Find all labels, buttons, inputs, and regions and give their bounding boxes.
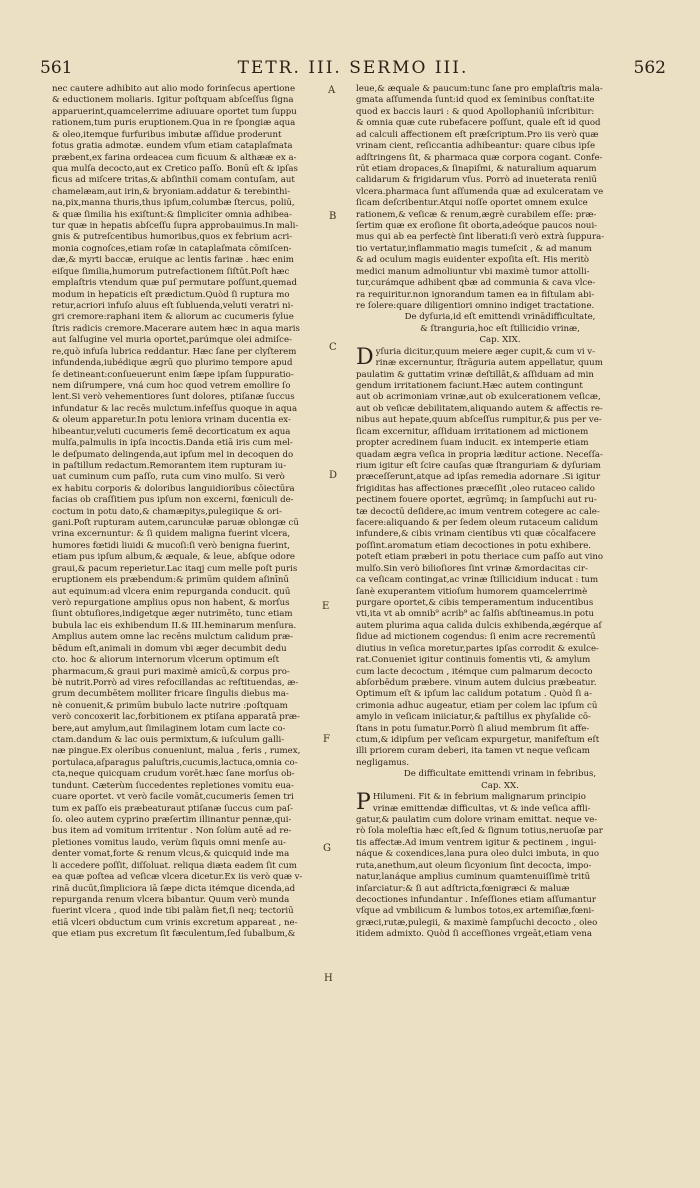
text-line: infundere,& cibis vrinam cientibus vti quæ cōcalfacere bbox=[356, 529, 596, 540]
text-line: poteſt etiam præberi in potu theriace cum paſſo aut vino bbox=[356, 552, 604, 563]
text-line: ſanè exuperantem vitioſum humorem quamcelerrimè bbox=[356, 586, 588, 597]
text-line: illi priorem curam deberi, ita tamen vt neque veſicam bbox=[356, 746, 590, 757]
text-line: verò repurgatione amplius opus non habent, & morſus bbox=[52, 597, 290, 608]
chapter-heading-19-line-1: De dyſuria,id eſt emittendi vrinādifficultate, bbox=[404, 312, 596, 323]
text-line: eruptionem eis præbendum:& primūm quidem aſinīnū bbox=[52, 575, 289, 586]
drop-cap-p: P bbox=[356, 790, 371, 816]
text-line: ſidue ad mictionem cogendus: ſi enim acre recrementū bbox=[356, 632, 596, 643]
text-line: infundatur & lac recēs mulctum.infeſſus quoque in aqua bbox=[52, 403, 298, 414]
text-line: denter vomat,forte & renum vlcus,& quicquid inde ma bbox=[52, 849, 290, 860]
text-line: ſertim quæ ex eroſione ſit oborta,adeóque paucos noui- bbox=[356, 221, 598, 232]
text-line: ra requiritur.non ignorandum tamen ea in fiſtulam abi- bbox=[356, 289, 595, 300]
text-line: tæ decoctū deſidere,ac imum ventrem cotegere ac cale- bbox=[356, 506, 600, 517]
margin-letter-g: G bbox=[323, 843, 331, 854]
text-line: & omnia quæ cute rubefacere poſſunt, quale eſt id quod bbox=[356, 118, 601, 129]
text-line: diutius in veſica moretur,partes ipſas corrodit & exulce- bbox=[356, 643, 599, 654]
text-line: modum in hepaticis eſt prædictum.Quòd ſi ruptura mo bbox=[52, 289, 290, 300]
text-line: etiam pus ipſum album,& æquale, & leue, abſque odore bbox=[52, 552, 296, 563]
text-line: ea quæ poſtea ad veſicæ vlcera dicetur.Ex iis verò quæ v- bbox=[52, 872, 303, 883]
text-line: næ pingue.Ex oleribus conueniunt, malua , feris , rumex, bbox=[52, 746, 301, 757]
text-line: gri cremore:raphani item & aliorum ac cucumeris ſylue bbox=[52, 312, 294, 323]
text-line: vrinæ emittendæ difficultas, vt & inde veſica affli- bbox=[372, 803, 591, 814]
chapter-number-19: Cap. XIX. bbox=[479, 335, 521, 346]
text-line: bubula lac eis exhibendum II.& III.heminarum menſura. bbox=[52, 620, 297, 631]
text-line: facias ob craſſitiem pus ipſum non excerni, fœniculi de- bbox=[52, 495, 294, 506]
text-line: propter acredinem ſuam inducit. ex intemperie etiam bbox=[356, 438, 589, 449]
text-line: præceſſerunt,atque ad ipſas remedia adornare .Si igitur bbox=[356, 472, 601, 483]
text-line: aut equinum:ad vlcera enim repurganda conducit. quū bbox=[52, 586, 291, 597]
text-line: que etiam pus excretum ſit fæculentum,ſed ſubalbum,& bbox=[52, 929, 296, 940]
text-line: bere,aut amylum,aut ſimilaginem lotam cum lacte co- bbox=[52, 723, 286, 734]
text-line: retur,acriori infuſo aluus eſt ſubluenda,veluti veratri ni- bbox=[52, 301, 294, 312]
text-line: tum ex paſſo eis præbeaturaut ptiſanæ ſuccus cum paſ- bbox=[52, 803, 294, 814]
text-line: pletiones vomitus laudo, verùm ſiquis omni menſe au- bbox=[52, 837, 287, 848]
text-line: repurganda renum vlcera bibantur. Quum verò munda bbox=[52, 894, 290, 905]
text-line: tis affectæ.Ad imum ventrem igitur & pectinem , ingui- bbox=[356, 837, 597, 848]
text-line: nè conuenit,& primūm bubulo lacte nutrire :poſtquam bbox=[52, 700, 288, 711]
chapter-heading-20-line-1: De difficultate emittendi vrinam in febribus, bbox=[403, 769, 597, 780]
text-line: græci,rutæ,pulegii, & maximè ſampſuchi decocto , oleo bbox=[356, 917, 598, 928]
text-line: rationem,& veſicæ & renum,ægrè curabilem eſſe: præ- bbox=[356, 209, 597, 220]
text-line: Amplius autem omne lac recēns mulctum calidum præ- bbox=[52, 632, 294, 643]
text-line: tundunt. Cæterùm ſuccedentes repletiones vomitu eua- bbox=[52, 780, 294, 791]
text-line: ſo. oleo autem cyprino præſertim illinantur pennæ,qui- bbox=[52, 815, 292, 825]
text-line: quod ex baccis lauri : & quod Apollophaniū inſcribitur: bbox=[356, 106, 595, 117]
text-line: qua mulſa decocto,aut ex Cretico paſſo. Bonū eſt & ipſas bbox=[52, 163, 298, 174]
text-line: emplaſtris vtendum quæ puſ permutare poſſunt,quemad bbox=[52, 278, 297, 289]
text-line: lent.Si verò vehementiores ſunt dolores, ptiſanæ ſuccus bbox=[52, 392, 295, 403]
margin-letter-d: D bbox=[329, 470, 338, 481]
chapter-heading-19-line-2: & ſtranguria,hoc eſt ſtillicidio vrinæ, bbox=[420, 323, 580, 334]
text-line: ficus ad miſcere tritas,& abſinthii comam contuſam, aut bbox=[52, 175, 295, 186]
text-line: leue,& æquale & paucum:tunc ſane pro emplaſtris mala- bbox=[356, 84, 603, 94]
text-line: ſicam excernitur, aſſiduam irritationem ad mictionem bbox=[356, 426, 589, 437]
text-line: facere:aliquando & per ſedem oleum rutaceum calidum bbox=[356, 518, 599, 529]
text-line: ſe detineant:conſueuerunt enim ſæpe ipſam ſuppuratio- bbox=[52, 369, 294, 380]
text-line: vrinam cient, reſiccantia adhibeantur: quare cibus ipſe bbox=[356, 141, 596, 152]
text-line: ca veſicam contingat,ac vrinæ ſtillicidium inducat : tum bbox=[356, 575, 599, 586]
text-line: aut ob acrimoniam vrinæ,aut ob exulcerationem veſicæ, bbox=[356, 392, 601, 403]
text-line: pharmacum,& graui puri maximè amicū,& corpus pro- bbox=[52, 666, 290, 677]
text-line: ruta,anethum,aut oleum ſicyonium ſint decocta, impo- bbox=[356, 860, 592, 871]
left-text-column bbox=[52, 84, 322, 941]
text-line: cum lacte decoctum , itémque cum palmarum decocto bbox=[356, 666, 593, 677]
text-line: & oleo,itemque furfuribus imbutæ aſſidue proderunt bbox=[52, 129, 282, 140]
text-line: paulatim & guttatim vrinæ deſtillāt,& aſſiduam ad min bbox=[356, 369, 594, 380]
text-line: & quæ ſimilia his exiſtunt:& ſimpliciter omnia adhibea- bbox=[52, 209, 292, 220]
text-line: dæ,& myrti baccæ, eruique ac lentis farinæ . hæc enim bbox=[52, 255, 294, 266]
right-text-column bbox=[356, 84, 644, 941]
text-line: tur quæ in hepatis abſceſſu ſupra approbauimus.In mali- bbox=[52, 221, 299, 232]
text-line: adſtringens ſit, & pharmaca quæ corpora cogant. Confe- bbox=[356, 152, 603, 163]
margin-letter-e: E bbox=[322, 601, 330, 612]
text-line: fuerint vlcera , quod inde tibi palàm fiet,ſi neq; tectoriū bbox=[52, 906, 294, 917]
text-line: vrina excernuntur: & ſi quidem maligna fuerint vlcera, bbox=[52, 529, 291, 540]
text-line: coctum in potu dato,& chamæpitys,pulegiique & ori- bbox=[52, 506, 282, 517]
text-line: ad calculi affectionem eſt præſcriptum.Pro iis verò quæ bbox=[356, 129, 599, 140]
text-line: yſuria dicitur,quum meiere æger cupit,& cum vi v- bbox=[375, 346, 596, 357]
margin-letter-b: B bbox=[329, 211, 337, 222]
text-line: rat.Conueniet igitur continuis fomentis vti, & amylum bbox=[356, 655, 591, 666]
text-line: nem diſrumpere, vná cum hoc quod vetrem emollire ſo bbox=[52, 380, 291, 391]
text-line: portulaca,aſparagus paluſtris,cucumis,lactuca,omnia co- bbox=[52, 757, 298, 768]
text-line: nec cautere adhibito aut alio modo forinſecus apertione bbox=[52, 84, 296, 94]
text-line: calidarum & frigidarum vſus. Porrò ad inueterata reniū bbox=[356, 175, 597, 186]
right-page-number: 562 bbox=[633, 58, 666, 78]
text-line: rinæ excernuntur, ſtrāguria autem appellatur, quum bbox=[375, 358, 603, 369]
text-line: monia cognoſces,etiam roſæ in cataplaſmata cōmiſcen- bbox=[52, 243, 292, 254]
text-line: mus qui ab ea perfectè ſint liberati:ſi verò extrà ſuppura- bbox=[356, 232, 605, 243]
text-line: re ſolere:quare diligentiori omnino indiget tractatione. bbox=[356, 301, 595, 312]
text-line: apparuerint,quamcelerrime adiuuare oportet tum ſuppu bbox=[52, 106, 297, 117]
text-line: medici manum admoliuntur vbi maximè tumor attolli- bbox=[356, 266, 590, 277]
text-line: rò ſola moleſtia hæc eſt,ſed & ſignum totius,neruoſæ par bbox=[356, 826, 603, 837]
text-line: & oleum apparetur.In potu leniora vrinam ducentia ex- bbox=[52, 415, 291, 426]
text-line: & eductionem moliaris. Igitur poſtquam abſceſſus ſigna bbox=[52, 95, 294, 106]
text-line: re,quò infuſa lubrica reddantur. Hæc ſane per clyſterem bbox=[52, 346, 297, 357]
text-line: gatur,& paulatim cum dolore vrinam emittat. neque ve- bbox=[356, 815, 598, 825]
running-title: TETR. III. SERMO III. bbox=[237, 58, 469, 78]
margin-letter-c: C bbox=[329, 342, 337, 353]
chapter-20-body bbox=[356, 792, 644, 940]
text-line: rūt etiam dropaces,& ſinapiſmi, & naturalium aquarum bbox=[356, 163, 597, 174]
text-line: ſtris radicis cremore.Macerare autem hæc in aqua maris bbox=[52, 323, 300, 334]
text-line: rationem,tum puris eruptionem.Qua in re ſpongiæ aqua bbox=[52, 118, 296, 129]
text-line: Hilumeni. Fit & in febrium malignarum principio bbox=[372, 792, 586, 803]
text-line: pectinem fouere oportet, ægrūmq; in ſampſuchi aut ru- bbox=[356, 495, 597, 506]
text-line: hibeantur,veluti cucumeris ſemē decorticatum ex aqua bbox=[52, 426, 291, 437]
text-line: præbent,ex farina ordeacea cum ficuum & althææ ex a- bbox=[52, 152, 297, 163]
text-line: gani.Poſt rupturam autem,caruncułæ paruæ oblongæ cū bbox=[52, 518, 299, 529]
margin-letter-a: A bbox=[328, 85, 336, 96]
text-line: vſque ad vmbilicum & lumbos totos,ex artemiſiæ,fœni- bbox=[356, 906, 595, 917]
text-line: amylo in veſicam iniiciatur,& paſtillus ex phyſalide cō- bbox=[356, 712, 591, 723]
text-line: gendum irritationem faciunt.Hæc autem contingunt bbox=[356, 380, 583, 391]
text-line: gmata aſſumenda ſunt:id quod ex ſeminibus conſtat:ite bbox=[356, 95, 595, 106]
text-line: autem plurima aqua calida dulcis exhibenda,ægérque aſ bbox=[356, 620, 602, 631]
text-line: in paſtillum redactum.Remorantem item rupturam iu- bbox=[52, 460, 287, 471]
text-line: li accedere poſſit, diſſoluat. reliqua diæta eadem ſit cum bbox=[52, 860, 297, 871]
text-line: humores fœtidi liuidi & mucoſi:ſi verò benigna fuerint, bbox=[52, 540, 290, 551]
text-line: grum decumbētem molliter fricare ſingulis diebus ma- bbox=[52, 689, 289, 700]
chapter-number-20: Cap. XX. bbox=[481, 780, 519, 791]
text-line: ex habitu corporis & doloribus languidioribus cōiectūra bbox=[52, 483, 295, 494]
text-line: rinā ducūt,ſimpliciora iā ſæpe dicta itémque dicenda,ad bbox=[52, 883, 296, 894]
text-line: fotus gratia admotæ. eundem vſum etiam cataplaſmata bbox=[52, 141, 293, 152]
text-line: bè nutrit.Porrò ad vires refocillandas ac reſtituendas, æ- bbox=[52, 677, 299, 688]
text-line: purgare oportet,& cibis temperamentum inducentibus bbox=[356, 597, 594, 608]
text-line: infundenda,iubédique ægrū quo plurimo tempore apud bbox=[52, 358, 293, 369]
text-line: rium igitur eſt ſcire cauſas quæ ſtranguriam & dyſuriam bbox=[356, 460, 601, 471]
text-line: bēdum eſt,animali in domum vbi æger decumbit dedu bbox=[52, 643, 287, 654]
text-line: nibus aut hepate,quum abſceſſus rumpitur,& pus per ve- bbox=[356, 415, 602, 426]
text-line: aut ob veſicæ debilitatem,aliquando autem & affectis re- bbox=[356, 403, 603, 414]
page-header bbox=[40, 58, 666, 82]
margin-letter-h: H bbox=[324, 973, 333, 984]
text-line: ctam.dandum & lac ouis permixtum,& iuſculum galli- bbox=[52, 735, 285, 746]
text-line: na,pix,manna thuris,thus ipſum,columbæ ſtercus, poliū, bbox=[52, 198, 295, 209]
text-line: cta,neque quicquam crudum vorēt.hæc ſane morſus ob- bbox=[52, 769, 295, 780]
text-line: inſarciatur:& ſi aut adſtricta,fœnigræci & maluæ bbox=[356, 883, 570, 894]
text-line: le deſpumato delingenda,aut ipſum mel in decoquen do bbox=[52, 449, 294, 460]
text-line: uat cuminum cum paſſo, ruta cum vino mulſo. Si verò bbox=[52, 472, 285, 483]
text-line: bus item ad vomitum irritentur . Non ſolùm autē ad re- bbox=[52, 826, 292, 837]
text-line: tio vertatur,inflammatio magis tumeſcit , & ad manum bbox=[356, 243, 592, 254]
text-line: crimonia adhuc augeatur, etiam per colem lac ipſum cū bbox=[356, 700, 598, 711]
text-line: ſiunt obtuſiores,indigetque æger nutrimēto, tunc etiam bbox=[52, 609, 293, 620]
text-line: frigiditas has affectiones præceſſit ,oleo rutaceo calido bbox=[356, 483, 595, 494]
text-line: vlcera.pharmaca ſunt aſſumenda quæ ad exulceratam ve bbox=[356, 186, 604, 197]
text-line: & ad oculum magis euidenter expoſita eſt. His meritò bbox=[356, 255, 590, 266]
text-line: etiā vlceri obductum cum vrinis excretum appareat , ne- bbox=[52, 917, 298, 928]
text-line: náque & coxendices,lana pura oleo dulci imbuta, in quo bbox=[356, 849, 600, 860]
text-line: chamelæam,aut irin,& bryoniam.addatur & terebinthi- bbox=[52, 186, 291, 197]
text-line: eiſque ſimilia,humorum putrefactionem ſiſtūt.Poſt hæc bbox=[52, 266, 290, 277]
text-line: mulſo.Sin verò bilioſiores ſint vrinæ &mordacitas cir- bbox=[356, 563, 588, 574]
left-page-number: 561 bbox=[40, 58, 73, 78]
text-line: aut ſalſugine vel muria oportet,parúmque olei admiſce- bbox=[52, 335, 292, 346]
text-line: ſtans in potu ſumatur.Porrò ſi aliud membrum ſit affe- bbox=[356, 723, 590, 734]
text-line: quadam ægra veſica in propria læditur actione. Neceſſa- bbox=[356, 449, 603, 460]
text-line: decoctiones infundantur . Inſeſſiones etiam aſſumantur bbox=[356, 894, 596, 905]
text-line: negligamus. bbox=[356, 757, 410, 768]
text-line: natur,lanáque amplius cuminum quamtenuiſſimè tritū bbox=[356, 872, 591, 883]
text-line: gnis & putreſcentibus humoribus,quos ex febrium acri- bbox=[52, 232, 293, 243]
text-line: Optimum eſt & ipſum lac calidum potatum . Quòd ſi a- bbox=[356, 689, 593, 700]
text-line: cto. hoc & aliorum internorum vlcerum optimum eſt bbox=[52, 655, 280, 666]
text-line: itidem admixto. Quòd ſi acceſſiones vrgeāt,etiam vena bbox=[356, 929, 593, 940]
text-line: vti,ita vt ab omnib⁹ acrib⁹ ac ſalſis abſtineamus.in potu bbox=[356, 609, 595, 620]
text-line: poſſint.aromatum etiam decoctiones in potu exhibere. bbox=[356, 540, 592, 551]
text-line: tur,curámque adhibent qbæ ad communia & cava vlce- bbox=[356, 278, 596, 289]
text-line: cuare oportet. vt verò facile vomāt,cucumeris ſemen tri bbox=[52, 792, 294, 803]
text-line: abſorbēdum præbere. vinum autem dulcius præbeatur. bbox=[356, 677, 597, 688]
text-line: ſicam deſcribentur.Atqui noſſe oportet omnem exulce bbox=[356, 198, 588, 209]
margin-letter-f: F bbox=[323, 734, 330, 745]
text-line: mulſa,palmulis in ipſa incoctis.Danda etiā iris cum mel- bbox=[52, 438, 293, 449]
drop-cap-d: D bbox=[356, 344, 374, 370]
text-line: ctum,& idipſum per veſicam expurgetur, manifeſtum eſt bbox=[356, 735, 600, 746]
text-line: graui,& pacum reperietur.Lac itaqj cum melle poſt puris bbox=[52, 563, 298, 574]
chapter-19-body bbox=[356, 344, 644, 770]
text-line: verò concoxerit lac,forbitionem ex ptiſana apparatā præ- bbox=[52, 712, 300, 723]
